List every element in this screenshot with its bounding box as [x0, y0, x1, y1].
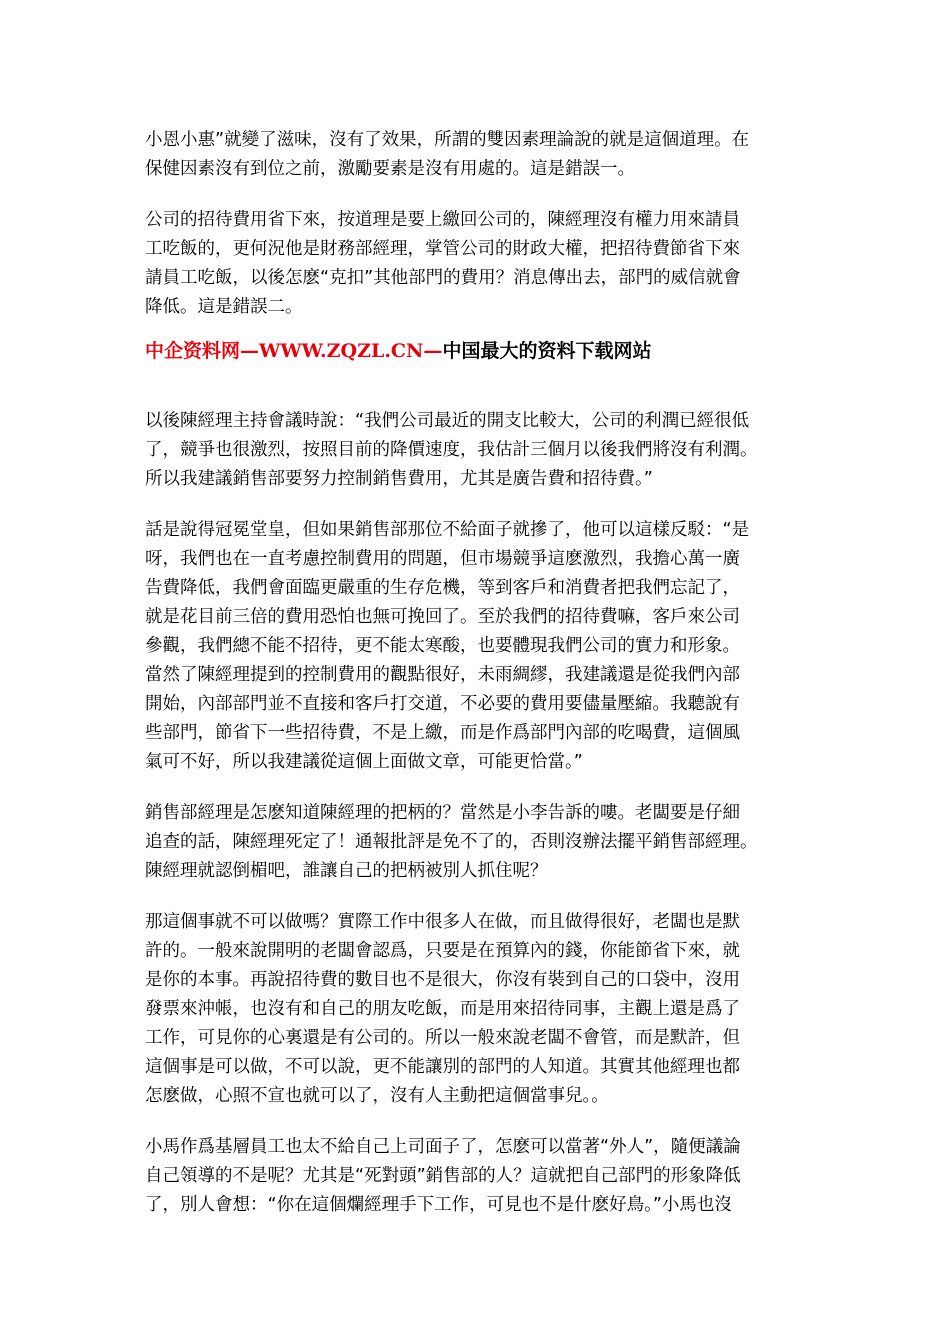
text-line: 了，競爭也很激烈，按照目前的降價速度，我估計三個月以後我們將沒有利潤。 — [145, 440, 758, 460]
text-line: 許的。一般來說開明的老闆會認爲，只要是在預算內的錢，你能節省下來，就 — [145, 941, 740, 961]
text-line: 就是花目前三倍的費用恐怕也無可挽回了。至於我們的招待費嘛，客戶來公司 — [145, 607, 740, 627]
text-line: 銷售部經理是怎麽知道陳經理的把柄的？當然是小李告訴的嘍。老闆要是仔細 — [145, 803, 740, 823]
text-line: 公司的招待費用省下來，按道理是要上繳回公司的，陳經理沒有權力用來請員 — [145, 210, 740, 230]
paragraph-3 — [145, 407, 810, 494]
site-banner — [145, 336, 810, 366]
text-line: 請員工吃飯，以後怎麽“克扣”其他部門的費用？消息傳出去，部門的威信就會 — [145, 268, 741, 288]
text-line: 開始，內部部門並不直接和客戶打交道，不必要的費用要儘量壓縮。我聽說有 — [145, 694, 740, 714]
text-line: 呀，我們也在一直考慮控制費用的問題，但市場競爭這麽激烈，我擔心萬一廣 — [145, 549, 740, 569]
paragraph-5 — [145, 799, 810, 886]
text-line: 了，別人會想：“你在這個爛經理手下工作，可見也不是什麽好鳥。”小馬也沒 — [145, 1195, 732, 1215]
text-line: 追查的話，陳經理死定了！通報批評是免不了的，否則沒辦法擺平銷售部經理。 — [145, 832, 758, 852]
text-line: 是你的本事。再說招待費的數目也不是很大，你沒有裝到自己的口袋中，沒用 — [145, 970, 740, 990]
text-line: 這個事是可以做，不可以說，更不能讓別的部門的人知道。其實其他經理也都 — [145, 1057, 740, 1077]
text-line: 工吃飯的，更何況他是財務部經理，掌管公司的財政大權，把招待費節省下來 — [145, 239, 740, 259]
text-line: 氣可不好，所以我建議從這個上面做文章，可能更恰當。” — [145, 752, 583, 772]
text-line: 小馬作爲基層員工也太不給自己上司面子了，怎麽可以當著“外人”，隨便議論 — [145, 1137, 741, 1157]
text-line: 參觀，我們總不能不招待，更不能太寒酸，也要體現我們公司的實力和形象。 — [145, 636, 740, 656]
paragraph-2 — [145, 206, 810, 322]
text-line: 話是說得冠冕堂皇，但如果銷售部那位不給面子就摻了，他可以這樣反駁：“是 — [145, 520, 750, 540]
paragraph-1 — [145, 126, 810, 184]
text-line: 工作，可見你的心裏還是有公司的。所以一般來說老闆不會管，而是默許，但 — [145, 1028, 740, 1048]
text-line: 自己領導的不是呢？尤其是“死對頭”銷售部的人？這就把自己部門的形象降低 — [145, 1166, 741, 1186]
text-line: 小恩小惠”就變了滋味，沒有了效果，所謂的雙因素理論說的就是這個道理。在 — [145, 130, 750, 150]
banner-site-slogan: 中国最大的资料下载网站 — [442, 340, 652, 362]
document-page — [145, 126, 810, 1220]
text-line: 保健因素沒有到位之前，激勵要素是沒有用處的。這是錯誤一。 — [145, 159, 635, 179]
text-line: 那這個事就不可以做嗎？實際工作中很多人在做，而且做得很好，老闆也是默 — [145, 912, 740, 932]
text-line: 告費降低，我們會面臨更嚴重的生存危機，等到客戶和消費者把我們忘記了， — [145, 578, 740, 598]
text-line: 降低。這是錯誤二。 — [145, 297, 303, 317]
text-line: 陳經理就認倒楣吧，誰讓自己的把柄被別人抓住呢？ — [145, 861, 548, 881]
paragraph-6 — [145, 908, 810, 1111]
paragraph-7 — [145, 1133, 810, 1220]
text-line: 所以我建議銷售部要努力控制銷售費用，尤其是廣告費和招待費。” — [145, 469, 653, 489]
text-line: 些部門，節省下一些招待費，不是上繳，而是作爲部門內部的吃喝費，這個風 — [145, 723, 740, 743]
banner-site-url: 中企资料网—WWW.ZQZL.CN— — [145, 340, 443, 362]
text-line: 發票來沖帳，也沒有和自己的朋友吃飯，而是用來招待同事，主觀上還是爲了 — [145, 999, 740, 1019]
text-line: 當然了陳經理提到的控制費用的觀點很好，未雨綢繆，我建議還是從我們內部 — [145, 665, 740, 685]
paragraph-4 — [145, 516, 810, 777]
text-line: 以後陳經理主持會議時說：“我們公司最近的開支比較大，公司的利潤已經很低 — [145, 411, 750, 431]
text-line: 怎麽做，心照不宣也就可以了，沒有人主動把這個當事兒。。 — [145, 1086, 609, 1106]
